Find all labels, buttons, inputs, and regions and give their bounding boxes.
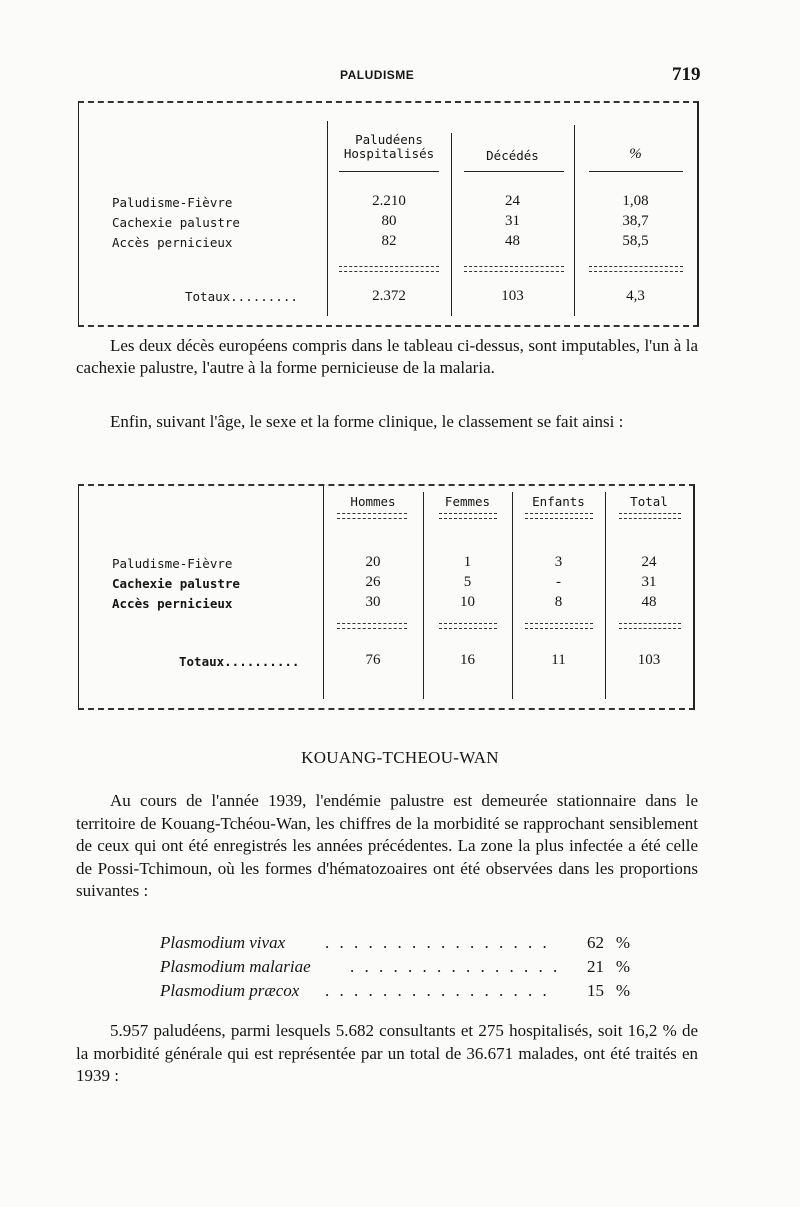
total-decedes: 103 (501, 288, 524, 304)
page-number: 719 (672, 64, 701, 85)
cell-femmes: 1 (463, 554, 472, 570)
sum-rule (337, 623, 407, 629)
section-title: KOUANG-TCHEOU-WAN (301, 748, 499, 767)
cell-enfants: - (556, 574, 561, 590)
header-decedes: Décédés (486, 148, 539, 163)
total-femmes: 16 (460, 652, 475, 668)
row-label: Paludisme-Fièvre (112, 556, 233, 571)
header-hommes: Hommes (350, 494, 396, 509)
paragraph-paludeens-traites: 5.957 paludéens, parmi lesquels 5.682 consultants et 275 hospitalisés, soit 16,2 % de la morbidité générale qui est représentée par un total de 36.671 malades, ont été traités en 1939 : (76, 1021, 698, 1085)
row-label: Paludisme-Fièvre (112, 195, 233, 210)
header-paludeens-line2: Hospitalisés (343, 146, 435, 161)
header-total: Total (630, 494, 668, 509)
page-header (0, 66, 800, 90)
cell-total: 48 (641, 594, 657, 610)
header-underline (337, 513, 407, 519)
total-hospitalises: 2.372 (372, 288, 406, 304)
cell-hospitalises: 82 (381, 233, 397, 249)
plasmodium-value: 62 (587, 933, 604, 952)
header-underline (589, 171, 683, 172)
table-classement (78, 484, 695, 710)
header-paludeens-line1: Paludéens (355, 132, 423, 147)
plasmodium-row (160, 957, 630, 979)
plasmodium-value: 15 (587, 981, 604, 1000)
sum-rule (525, 623, 593, 629)
plasmodium-name: Plasmodium vivax (160, 933, 286, 952)
cell-hospitalises: 80 (381, 213, 397, 229)
cell-percent: 1,08 (622, 193, 649, 209)
leader-dots: . . . . . . . . . . . . . . . (350, 957, 561, 976)
paragraph-classement: Enfin, suivant l'âge, le sexe et la forme clinique, le classement se fait ainsi : (110, 412, 624, 431)
total-enfants: 11 (551, 652, 566, 668)
cell-enfants: 8 (554, 594, 563, 610)
cell-hommes: 26 (365, 574, 381, 590)
cell-femmes: 10 (460, 594, 475, 610)
sum-rule (589, 266, 683, 272)
cell-total: 24 (641, 554, 657, 570)
plasmodium-value: 21 (587, 957, 604, 976)
paragraph-kouang-tcheou-wan: Au cours de l'année 1939, l'endémie palustre est demeurée stationnaire dans le territoire de Kouang-Tchéou-Wan, les chiffres de la morbidité se rapprochant sensiblement de ceux qui ont été enregistrés les années précédentes. La zone la plus infectée a été celle de Possi-Tchimoun, où les formes d'hématozoaires ont été observées dans les proportions suivantes : (76, 791, 698, 900)
paragraph-deces: Les deux décès européens compris dans le tableau ci-dessus, sont imputables, l'un à la cachexie palustre, l'autre à la forme pernicieuse de la malaria. (76, 336, 698, 377)
plasmodium-unit: % (615, 933, 630, 952)
total-label: Totaux......... (185, 289, 298, 304)
plasmodium-name: Plasmodium præcox (160, 981, 300, 1000)
total-total: 103 (637, 652, 661, 668)
cell-decedes: 31 (505, 213, 520, 229)
plasmodium-name: Plasmodium malariae (160, 957, 311, 976)
header-underline (525, 513, 593, 519)
plasmodium-row (160, 981, 630, 1003)
sum-rule (339, 266, 439, 272)
header-enfants: Enfants (532, 494, 585, 509)
header-underline (439, 513, 497, 519)
total-hommes: 76 (365, 652, 381, 668)
cell-hommes: 20 (365, 554, 381, 570)
table-hospitalises (78, 101, 699, 327)
row-label: Accès pernicieux (112, 596, 233, 611)
plasmodium-unit: % (615, 981, 630, 1000)
sum-rule (464, 266, 564, 272)
row-label: Cachexie palustre (112, 576, 240, 591)
total-label: Totaux.......... (179, 654, 300, 669)
cell-decedes: 48 (505, 233, 520, 249)
leader-dots: . . . . . . . . . . . . . . . . (325, 981, 550, 1000)
cell-percent: 58,5 (622, 233, 649, 249)
header-underline (464, 171, 564, 172)
header-underline (339, 171, 439, 172)
header-paludeens (327, 133, 451, 161)
plasmodium-unit: % (615, 957, 630, 976)
cell-percent: 38,7 (622, 213, 649, 229)
row-label: Cachexie palustre (112, 215, 240, 230)
cell-hommes: 30 (365, 594, 381, 610)
cell-enfants: 3 (554, 554, 563, 570)
plasmodium-row (160, 933, 630, 955)
header-underline (619, 513, 681, 519)
row-label: Accès pernicieux (112, 235, 233, 250)
sum-rule (439, 623, 497, 629)
cell-decedes: 24 (505, 193, 520, 209)
cell-femmes: 5 (463, 574, 472, 590)
cell-hospitalises: 2.210 (372, 193, 406, 209)
header-femmes: Femmes (444, 494, 491, 509)
leader-dots: . . . . . . . . . . . . . . . . (325, 933, 550, 952)
total-percent: 4,3 (626, 288, 645, 304)
header-percent: % (629, 146, 642, 162)
running-title: PALUDISME (340, 68, 415, 82)
cell-total: 31 (641, 574, 657, 590)
sum-rule (619, 623, 681, 629)
